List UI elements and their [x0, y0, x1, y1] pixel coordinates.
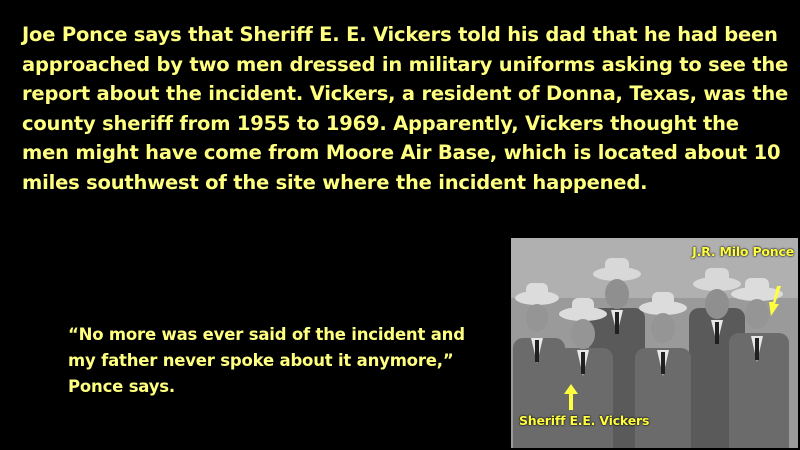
quote-paragraph: “No more was ever said of the incident and my father never spoke about it anymore,” Ponce says.	[68, 325, 465, 396]
photo-caption-vickers: Sheriff E.E. Vickers	[519, 413, 650, 428]
photo-caption-ponce: J.R. Milo Ponce	[692, 244, 794, 259]
main-paragraph: Joe Ponce says that Sheriff E. E. Vickers told his dad that he had been approached by two men dressed in military uniforms asking to see the report about the incident. Vickers, a resident of Donna, Texas, was the county sheriff from 1955 to 1969. Apparently, Vickers thought the men might have come from Moore Air Base, which is located about 10 miles southwest of the site where the incident happened.	[22, 23, 789, 194]
group-photo	[511, 238, 798, 448]
